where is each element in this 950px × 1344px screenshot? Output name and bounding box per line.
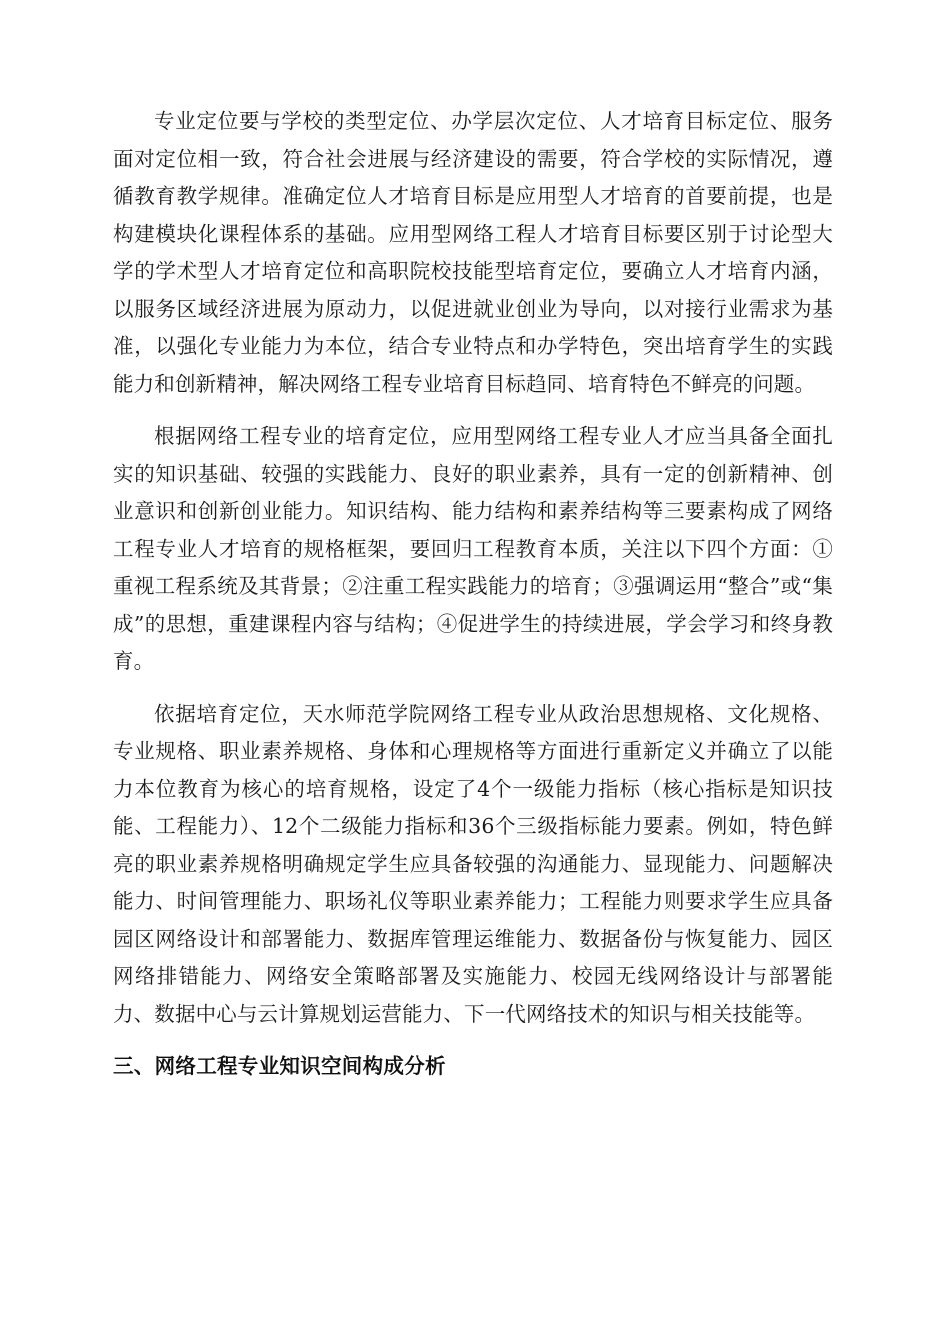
- document-body: [113, 103, 833, 1086]
- paragraph-training-specifications: 依据培育定位，天水师范学院网络工程专业从政治思想规格、文化规格、专业规格、职业素养规格、身体和心理规格等方面进行重新定义并确立了以能力本位教育为核心的培育规格，设定了4个一级能力指标（核心指标是知识技能、工程能力）、12个二级能力指标和36个三级指标能力要素。例如，特色鲜亮的职业素养规格明确规定学生应具备较强的沟通能力、显现能力、问题解决能力、时间管理能力、职场礼仪等职业素养能力；工程能力则要求学生应具备园区网络设计和部署能力、数据库管理运维能力、数据备份与恢复能力、园区网络排错能力、网络安全策略部署及实施能力、校园无线网络设计与部署能力、数据中心与云计算规划运营能力、下一代网络技术的知识与相关技能等。: [113, 701, 833, 1026]
- section-heading: 三、网络工程专业知识空间构成分析: [113, 1054, 446, 1078]
- paragraph-professional-positioning: 专业定位要与学校的类型定位、办学层次定位、人才培育目标定位、服务面对定位相一致，符合社会进展与经济建设的需要，符合学校的实际情况，遵循教育教学规律。准确定位人才培育目标是应用型人才培育的首要前提，也是构建模块化课程体系的基础。应用型网络工程人才培育目标要区别于讨论型大学的学术型人才培育定位和高职院校技能型培育定位，要确立人才培育内涵，以服务区域经济进展为原动力，以促进就业创业为导向，以对接行业需求为基准，以强化专业能力为本位，结合专业特点和办学特色，突出培育学生的实践能力和创新精神，解决网络工程专业培育目标趋同、培育特色不鲜亮的问题。: [113, 109, 833, 396]
- paragraph-training-positioning: 根据网络工程专业的培育定位，应用型网络工程专业人才应当具备全面扎实的知识基础、较强的实践能力、良好的职业素养，具有一定的创新精神、创业意识和创新创业能力。知识结构、能力结构和素养结构等三要素构成了网络工程专业人才培育的规格框架，要回归工程教育本质，关注以下四个方面：①重视工程系统及其背景；②注重工程实践能力的培育；③强调运用“整合”或“集成”的思想，重建课程内容与结构；④促进学生的持续进展，学会学习和终身教育。: [113, 424, 833, 673]
